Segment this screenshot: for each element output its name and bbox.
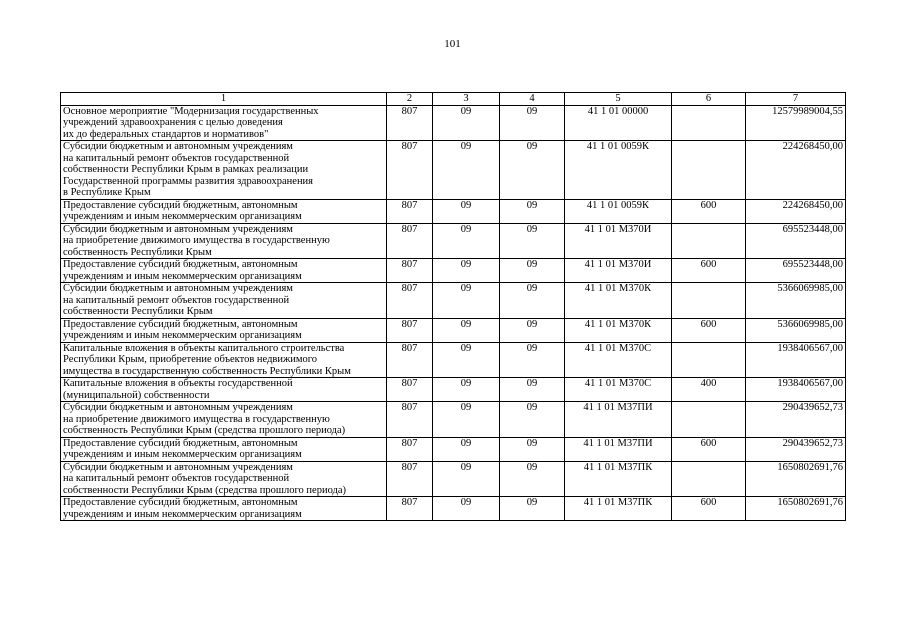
subsection-code: 09 <box>500 342 565 378</box>
table-row <box>61 378 846 402</box>
amount: 290439652,73 <box>746 437 846 461</box>
column-header: 2 <box>387 93 433 106</box>
ministry-code: 807 <box>387 141 433 200</box>
table-row <box>61 141 846 200</box>
ministry-code: 807 <box>387 437 433 461</box>
target-code: 41 1 01 М370И <box>565 259 672 283</box>
item-name <box>61 342 387 378</box>
amount: 5366069985,00 <box>746 318 846 342</box>
section-code: 09 <box>433 199 500 223</box>
expense-type-code <box>672 223 746 259</box>
expense-type-code <box>672 283 746 319</box>
table-row <box>61 342 846 378</box>
item-name-line: учреждениям и иным некоммерческим организациям <box>63 508 302 520</box>
item-name-line: учреждений здравоохранения с целью доведения <box>63 117 283 128</box>
section-code: 09 <box>433 437 500 461</box>
item-name-line: Государственной программы развития здравоохранения <box>63 175 314 187</box>
page-number: 101 <box>444 38 461 50</box>
target-code: 41 1 01 М37ПК <box>565 497 672 521</box>
table-body <box>61 105 846 521</box>
amount: 695523448,00 <box>746 223 846 259</box>
target-code: 41 1 01 0059К <box>565 141 672 200</box>
ministry-code: 807 <box>387 199 433 223</box>
table-row <box>61 105 846 141</box>
item-name-line: учреждениям и иным некоммерческим организациям <box>63 449 302 460</box>
expense-type-code: 600 <box>672 437 746 461</box>
item-name-line: в Республике Крым <box>63 187 151 198</box>
item-name-line: учреждениям и иным некоммерческим организациям <box>63 330 302 341</box>
table-row <box>61 318 846 342</box>
section-code: 09 <box>433 141 500 200</box>
expense-type-code <box>672 342 746 378</box>
amount: 1650802691,76 <box>746 461 846 497</box>
item-name-line: собственность Республики Крым <box>63 246 212 258</box>
target-code: 41 1 01 М370С <box>565 342 672 378</box>
subsection-code: 09 <box>500 141 565 200</box>
expense-type-code <box>672 402 746 438</box>
table-row <box>61 223 846 259</box>
item-name-line: Субсидии бюджетным и автономным учреждениям <box>63 141 293 152</box>
table-row <box>61 497 846 521</box>
item-name-line: на капитальный ремонт объектов государственной <box>63 294 290 306</box>
section-code: 09 <box>433 378 500 402</box>
item-name-line: на капитальный ремонт объектов государственной <box>63 152 290 164</box>
item-name-line: Капитальные вложения в объекты государственной <box>63 378 293 389</box>
amount: 224268450,00 <box>746 141 846 200</box>
ministry-code: 807 <box>387 223 433 259</box>
section-code: 09 <box>433 342 500 378</box>
expense-type-code <box>672 461 746 497</box>
item-name <box>61 461 387 497</box>
table-row <box>61 259 846 283</box>
item-name-line: Предоставление субсидий бюджетным, автономным <box>63 199 298 211</box>
subsection-code: 09 <box>500 318 565 342</box>
item-name <box>61 141 387 200</box>
target-code: 41 1 01 0059К <box>565 199 672 223</box>
amount: 290439652,73 <box>746 402 846 438</box>
section-code: 09 <box>433 283 500 319</box>
item-name-line: (муниципальной) собственности <box>63 389 210 401</box>
section-code: 09 <box>433 105 500 141</box>
item-name-line: Капитальные вложения в объекты капитального строительства <box>63 342 345 354</box>
ministry-code: 807 <box>387 105 433 141</box>
table-row <box>61 199 846 223</box>
expense-type-code: 600 <box>672 318 746 342</box>
section-code: 09 <box>433 259 500 283</box>
item-name <box>61 437 387 461</box>
target-code: 41 1 01 М370К <box>565 283 672 319</box>
item-name <box>61 497 387 521</box>
item-name-line: Основное мероприятие "Модернизация государственных <box>63 105 319 117</box>
item-name-line: учреждениям и иным некоммерческим организациям <box>63 211 302 222</box>
section-code: 09 <box>433 223 500 259</box>
amount: 5366069985,00 <box>746 283 846 319</box>
ministry-code: 807 <box>387 378 433 402</box>
ministry-code: 807 <box>387 259 433 283</box>
section-code: 09 <box>433 497 500 521</box>
table-row <box>61 402 846 438</box>
item-name-line: их до федеральных стандартов и нормативов" <box>63 128 269 140</box>
column-header: 1 <box>61 93 387 106</box>
item-name-line: Республики Крым, приобретение объектов недвижимого <box>63 354 318 365</box>
target-code: 41 1 01 М37ПИ <box>565 437 672 461</box>
item-name <box>61 199 387 223</box>
item-name-line: на капитальный ремонт объектов государственной <box>63 473 290 484</box>
item-name-line: Предоставление субсидий бюджетным, автономным <box>63 259 298 270</box>
ministry-code: 807 <box>387 283 433 319</box>
target-code: 41 1 01 М370И <box>565 223 672 259</box>
subsection-code: 09 <box>500 199 565 223</box>
expense-type-code: 600 <box>672 199 746 223</box>
subsection-code: 09 <box>500 105 565 141</box>
item-name-line: имущества в государственную собственность Республики Крым <box>63 365 351 377</box>
target-code: 41 1 01 00000 <box>565 105 672 141</box>
column-header: 4 <box>500 93 565 106</box>
amount: 1938406567,00 <box>746 342 846 378</box>
item-name-line: Предоставление субсидий бюджетным, автономным <box>63 437 298 449</box>
item-name-line: учреждениям и иным некоммерческим организациям <box>63 270 302 282</box>
section-code: 09 <box>433 402 500 438</box>
target-code: 41 1 01 М370С <box>565 378 672 402</box>
section-code: 09 <box>433 318 500 342</box>
item-name-line: Предоставление субсидий бюджетным, автономным <box>63 318 298 330</box>
ministry-code: 807 <box>387 402 433 438</box>
ministry-code: 807 <box>387 318 433 342</box>
item-name-line: собственности Республики Крым (средства прошлого периода) <box>63 484 347 496</box>
column-header: 6 <box>672 93 746 106</box>
item-name-line: Предоставление субсидий бюджетным, автономным <box>63 497 298 508</box>
item-name <box>61 105 387 141</box>
target-code: 41 1 01 М37ПИ <box>565 402 672 438</box>
section-code: 09 <box>433 461 500 497</box>
column-header: 3 <box>433 93 500 106</box>
amount: 12579989004,55 <box>746 105 846 141</box>
item-name-line: Субсидии бюджетным и автономным учреждениям <box>63 223 293 235</box>
budget-table <box>60 92 846 521</box>
amount: 224268450,00 <box>746 199 846 223</box>
item-name-line: собственности Республики Крым <box>63 306 213 317</box>
item-name-line: на приобретение движимого имущества в государственную <box>63 235 330 246</box>
ministry-code: 807 <box>387 342 433 378</box>
target-code: 41 1 01 М370К <box>565 318 672 342</box>
expense-type-code <box>672 105 746 141</box>
subsection-code: 09 <box>500 223 565 259</box>
item-name <box>61 283 387 319</box>
ministry-code: 807 <box>387 461 433 497</box>
table-header-row <box>61 93 846 106</box>
table-row <box>61 437 846 461</box>
item-name-line: Субсидии бюджетным и автономным учреждениям <box>63 283 293 294</box>
item-name <box>61 318 387 342</box>
expense-type-code: 400 <box>672 378 746 402</box>
item-name <box>61 402 387 438</box>
expense-type-code <box>672 141 746 200</box>
table-row <box>61 461 846 497</box>
target-code: 41 1 01 М37ПК <box>565 461 672 497</box>
subsection-code: 09 <box>500 259 565 283</box>
table-row <box>61 283 846 319</box>
item-name-line: собственность Республики Крым (средства прошлого периода) <box>63 425 346 436</box>
item-name <box>61 378 387 402</box>
item-name <box>61 223 387 259</box>
column-header: 7 <box>746 93 846 106</box>
item-name-line: Субсидии бюджетным и автономным учреждениям <box>63 461 293 473</box>
item-name-line: собственности Республики Крым в рамках реализации <box>63 164 309 175</box>
expense-type-code: 600 <box>672 259 746 283</box>
amount: 1938406567,00 <box>746 378 846 402</box>
amount: 1650802691,76 <box>746 497 846 521</box>
subsection-code: 09 <box>500 497 565 521</box>
item-name-line: Субсидии бюджетным и автономным учреждениям <box>63 402 293 413</box>
item-name <box>61 259 387 283</box>
ministry-code: 807 <box>387 497 433 521</box>
amount: 695523448,00 <box>746 259 846 283</box>
subsection-code: 09 <box>500 437 565 461</box>
column-header: 5 <box>565 93 672 106</box>
subsection-code: 09 <box>500 461 565 497</box>
expense-type-code: 600 <box>672 497 746 521</box>
subsection-code: 09 <box>500 283 565 319</box>
subsection-code: 09 <box>500 402 565 438</box>
item-name-line: на приобретение движимого имущества в государственную <box>63 413 330 425</box>
subsection-code: 09 <box>500 378 565 402</box>
